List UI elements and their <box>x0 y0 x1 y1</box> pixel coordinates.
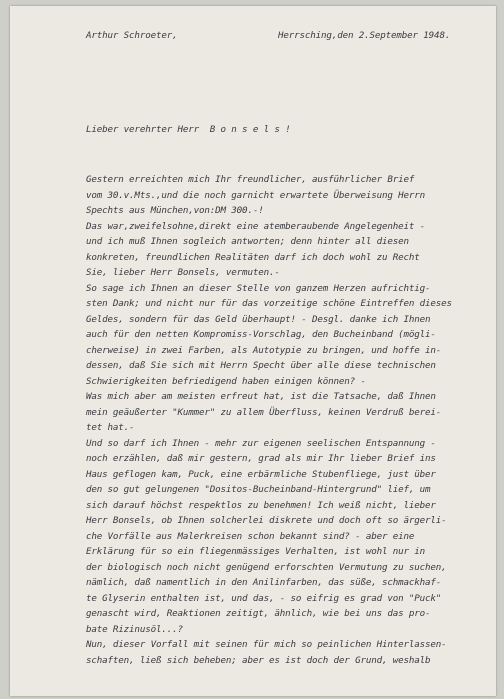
letter-line: Nun, dieser Vorfall mit seinen für mich so peinlichen Hinterlassen- <box>86 639 447 650</box>
letter-body <box>86 172 452 668</box>
letter-line: Schwierigkeiten befriedigend haben einigen können? - <box>86 375 366 387</box>
letter-line: den so gut gelungenen "Dositos-Bucheinband-Hintergrund" lief, um <box>86 484 431 495</box>
letter-line: mein geäußerter "Kummer" zu allem Überfluss, keinen Verdruß berei- <box>86 406 442 418</box>
letter-line: nämlich, daß namentlich in den Anilinfarben, das süße, schmackhaf- <box>86 577 442 588</box>
letter-line: Gestern erreichten mich Ihr freundlicher, ausführlicher Brief <box>86 174 415 185</box>
letter-line: auch für den netten Kompromiss-Vorschlag, den Bucheinband (mögli- <box>86 329 436 340</box>
letter-line: Herr Bonsels, ob Ihnen solcherlei diskrete und doch oft so ärgerli- <box>86 515 447 526</box>
letter-line: bate Rizinusöl...? <box>86 623 183 635</box>
letter-line: genascht wird, Reaktionen zeitigt, ähnlich, wie bei uns das pro- <box>86 608 431 619</box>
letter-line: tet hat.- <box>86 422 135 433</box>
letter-page <box>10 6 496 696</box>
letter-line: Spechts aus München,von:DM 300.-! <box>86 205 264 216</box>
letter-line: sich darauf höchst respektlos zu benehmen! Ich weiß nicht, lieber <box>86 499 436 511</box>
place-and-date: Herrsching,den 2.September 1948. <box>278 30 451 41</box>
letter-line: cherweise) in zwei Farben, als Autotypie zu bringen, und hoffe in- <box>86 344 442 356</box>
letter-line: Erklärung für so ein fliegenmässiges Verhalten, ist wohl nur in <box>86 546 426 557</box>
letter-line: und ich muß Ihnen sogleich antworten; denn hinter all diesen <box>86 236 409 247</box>
letter-line: Das war,zweifelsohne,direkt eine atemberaubende Angelegenheit - <box>86 220 426 232</box>
letter-line: te Glyserin enthalten ist, und das, - so eifrig es grad von "Puck" <box>86 592 442 604</box>
letter-line: So sage ich Ihnen an dieser Stelle von ganzem Herzen aufrichtig- <box>86 282 431 294</box>
letter-line: Und so darf ich Ihnen - mehr zur eigenen seelischen Entspannung - <box>86 437 436 449</box>
letter-line: schaften, ließ sich beheben; aber es ist doch der Grund, weshalb <box>86 654 431 666</box>
letter-line: Geldes, sondern für das Geld überhaupt! - Desgl. danke ich Ihnen <box>86 313 431 325</box>
salutation: Lieber verehrter Herr B o n s e l s ! <box>86 124 291 135</box>
letter-line: konkreten, freundlichen Realitäten darf ich doch wohl zu Recht <box>86 251 420 263</box>
letter-line: vom 30.v.Mts.,und die noch garnicht erwartete Überweisung Herrn <box>86 189 426 201</box>
letter-line: Haus geflogen kam, Puck, eine erbärmliche Stubenfliege, just über <box>86 468 436 480</box>
letter-line: Sie, lieber Herr Bonsels, vermuten.- <box>86 267 280 278</box>
letter-line: sten Dank; und nicht nur für das vorzeitige schöne Eintreffen dieses <box>86 298 452 309</box>
letter-line: noch erzählen, daß mir gestern, grad als mir Ihr lieber Brief ins <box>86 453 436 464</box>
letter-line: dessen, daß Sie sich mit Herrn Specht über alle diese technischen <box>86 360 436 371</box>
sender-name: Arthur Schroeter, <box>86 30 178 41</box>
letter-line: der biologisch noch nicht genügend erforschten Vermutung zu suchen, <box>86 561 447 573</box>
letter-line: che Vorfälle aus Malerkreisen schon bekannt sind? - aber eine <box>86 530 415 542</box>
letter-line: Was mich aber am meisten erfreut hat, ist die Tatsache, daß Ihnen <box>86 391 436 402</box>
